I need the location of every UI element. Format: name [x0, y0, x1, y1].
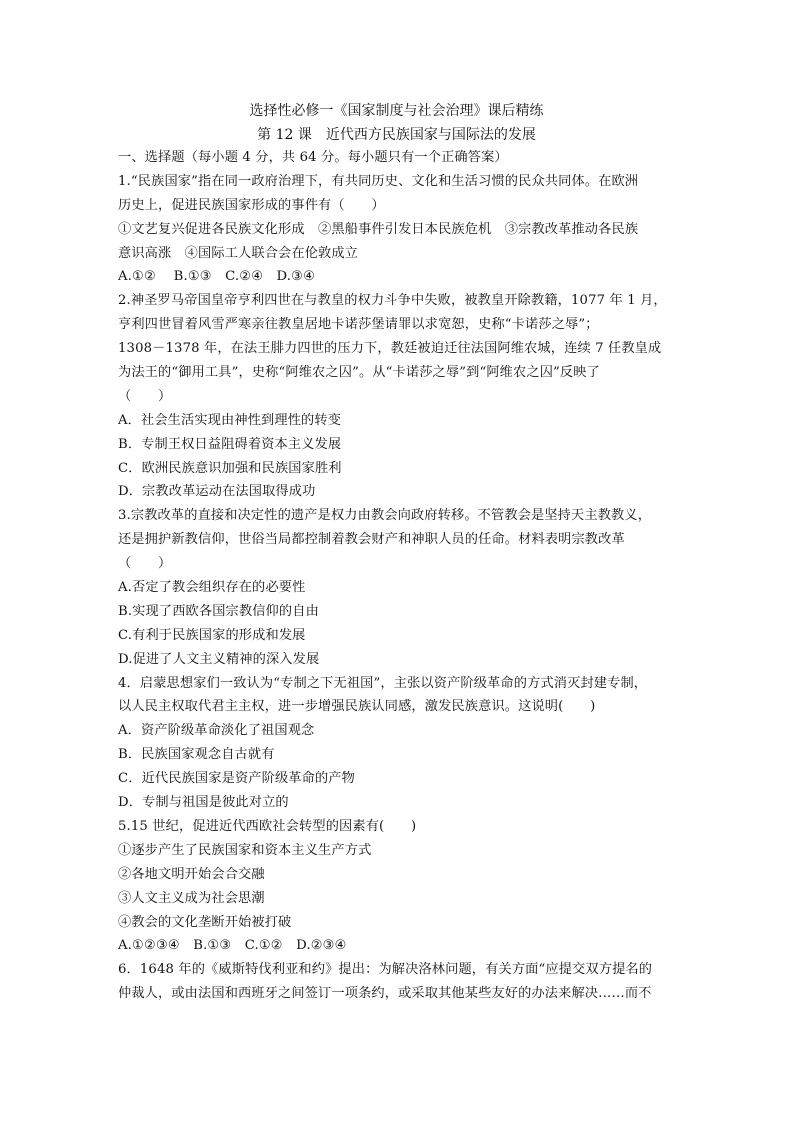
text-line: 5.15 世纪，促进近代西欧社会转型的因素有( ): [118, 818, 417, 834]
text-line: 4．启蒙思想家们一致认为“专制之下无祖国”，主张以资产阶级革命的方式消灭封建专制，: [118, 675, 648, 691]
text-line: ③人文主义成为社会思潮: [118, 890, 265, 906]
text-line: B.实现了西欧各国宗教信仰的自由: [118, 603, 319, 619]
text-line: 还是拥护新教信仰，世俗当局都控制着教会财产和神职人员的任命。材料表明宗教改革: [118, 532, 625, 548]
text-line: B．专制王权日益阻碍着资本主义发展: [118, 436, 342, 452]
text-line: C.有利于民族国家的形成和发展: [118, 627, 306, 643]
text-line: D.促进了人文主义精神的深入发展: [118, 651, 320, 667]
text-line: ①逐步产生了民族国家和资本主义生产方式: [118, 842, 372, 858]
text-line: C．近代民族国家是资产阶级革命的产物: [118, 771, 355, 787]
text-line: 意识高涨 ④国际工人联合会在伦敦成立: [118, 245, 359, 261]
text-line: ④教会的文化垄断开始被打破: [118, 914, 292, 930]
text-line: 以人民主权取代君主主权，进一步增强民族认同感，激发民族意识。这说明( ): [118, 699, 596, 715]
text-line: 仲裁人，或由法国和西班牙之间签订一项条约，或采取其他某些友好的办法来解决……而不: [118, 986, 652, 1002]
text-line: A.否定了教会组织存在的必要性: [118, 580, 306, 596]
text-line: A．社会生活实现由神性到理性的转变: [118, 412, 342, 428]
document-title: 选择性必修一《国家制度与社会治理》课后精练: [249, 103, 544, 119]
text-line: ①文艺复兴促进各民族文化形成 ②黑船事件引发日本民族危机 ③宗教改革推动各民族: [118, 221, 639, 237]
text-line: A.①② B.①③ C.②④ D.③④: [118, 269, 316, 285]
lesson-title: 第 12 课 近代西方民族国家与国际法的发展: [257, 127, 536, 143]
text-line: （ ）: [118, 556, 172, 572]
text-line: 1.“民族国家”指在同一政府治理下，有共同历史、文化和生活习惯的民众共同体。在欧洲: [118, 173, 639, 189]
text-line: A．资产阶级革命淡化了祖国观念: [118, 723, 315, 739]
text-line: 一、选择题（每小题 4 分，共 64 分。每小题只有一个正确答案）: [118, 150, 508, 165]
text-line: 为法王的“御用工具”，史称“阿维农之囚”。从“卡诺莎之辱”到“阿维农之囚”反映了: [118, 365, 600, 381]
text-line: 2.神圣罗马帝国皇帝亨利四世在与教皇的权力斗争中失败，被教皇开除教籍，1077 年 1 月，: [118, 293, 667, 309]
text-line: 亨利四世冒着风雪严寒亲往教皇居地卡诺莎堡请罪以求宽恕，史称“卡诺莎之辱”；: [118, 317, 599, 333]
text-line: B．民族国家观念自古就有: [118, 747, 275, 763]
text-line: C．欧洲民族意识加强和民族国家胜利: [118, 460, 342, 476]
text-line: D．专制与祖国是彼此对立的: [118, 795, 289, 811]
text-line: 3.宗教改革的直接和决定性的遗产是权力由教会向政府转移。不管教会是坚持天主教教义，: [118, 508, 652, 524]
text-line: 6．1648 年的《威斯特伐利亚和约》提出：为解决洛林问题，有关方面“应提交双方提名的: [118, 962, 653, 978]
text-line: （ ）: [118, 388, 172, 404]
question-content: [118, 146, 678, 1006]
text-line: ②各地文明开始会合交融: [118, 866, 265, 882]
text-line: A.①②③④ B.①③ C.①② D.②③④: [118, 938, 347, 954]
text-line: 1308－1378 年，在法王腓力四世的压力下，教廷被迫迁往法国阿维农城，连续 7 任教皇成: [118, 341, 662, 357]
text-line: D．宗教改革运动在法国取得成功: [118, 484, 316, 500]
text-line: 历史上，促进民族国家形成的事件有（ ）: [118, 197, 385, 213]
